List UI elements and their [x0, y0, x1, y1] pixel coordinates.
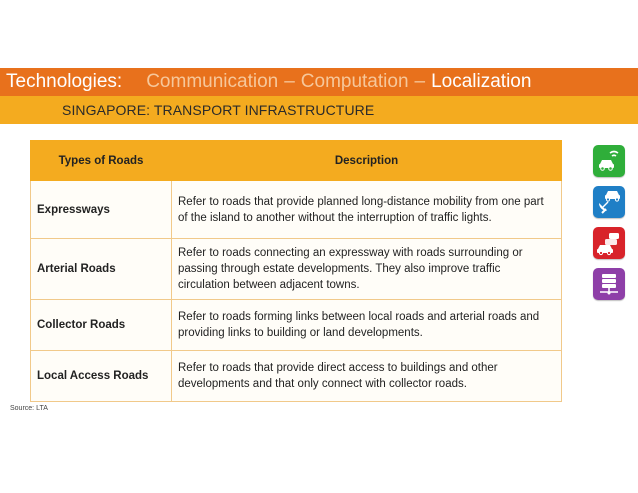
road-types-table [30, 140, 562, 402]
title-communication: Communication [146, 71, 279, 92]
table-row [31, 351, 562, 402]
column-header-types: Types of Roads [31, 141, 172, 181]
table-row [31, 181, 562, 239]
title-separator: – [284, 71, 295, 92]
table-row [31, 300, 562, 351]
title-separator: – [414, 71, 426, 92]
road-description-cell: Refer to roads forming links between local roads and arterial roads and providing links to building or land developments. [172, 300, 562, 351]
title-prefix: Technologies: [6, 71, 123, 92]
title-localization: Localization [431, 71, 532, 92]
road-description-cell: Refer to roads connecting an expressway with roads surrounding or passing through estate developments. They also improve traffic circulation between adjacent towns. [172, 239, 562, 300]
source-note: Source: LTA [10, 405, 48, 412]
road-description-cell: Refer to roads that provide planned long-distance mobility from one part of the island to another without the interruption of traffic lights. [172, 181, 562, 239]
connected-car-icon [593, 145, 625, 177]
server-network-icon [593, 268, 625, 300]
road-type-cell: Expressways [31, 181, 172, 239]
title-bar [0, 68, 638, 96]
title-computation: Computation [300, 71, 409, 92]
road-type-cell: Arterial Roads [31, 239, 172, 300]
road-type-cell: Local Access Roads [31, 351, 172, 402]
column-header-description: Description [172, 141, 562, 181]
subtitle-bar [0, 96, 638, 124]
road-type-cell: Collector Roads [31, 300, 172, 351]
subtitle-text: SINGAPORE: TRANSPORT INFRASTRUCTURE [62, 102, 375, 118]
icon-column [593, 145, 627, 309]
satellite-car-icon [593, 186, 625, 218]
traffic-cars-icon [593, 227, 625, 259]
road-description-cell: Refer to roads that provide direct access to buildings and other developments and that only connect with collector roads. [172, 351, 562, 402]
table-row [31, 239, 562, 300]
table-header-row [31, 141, 562, 181]
